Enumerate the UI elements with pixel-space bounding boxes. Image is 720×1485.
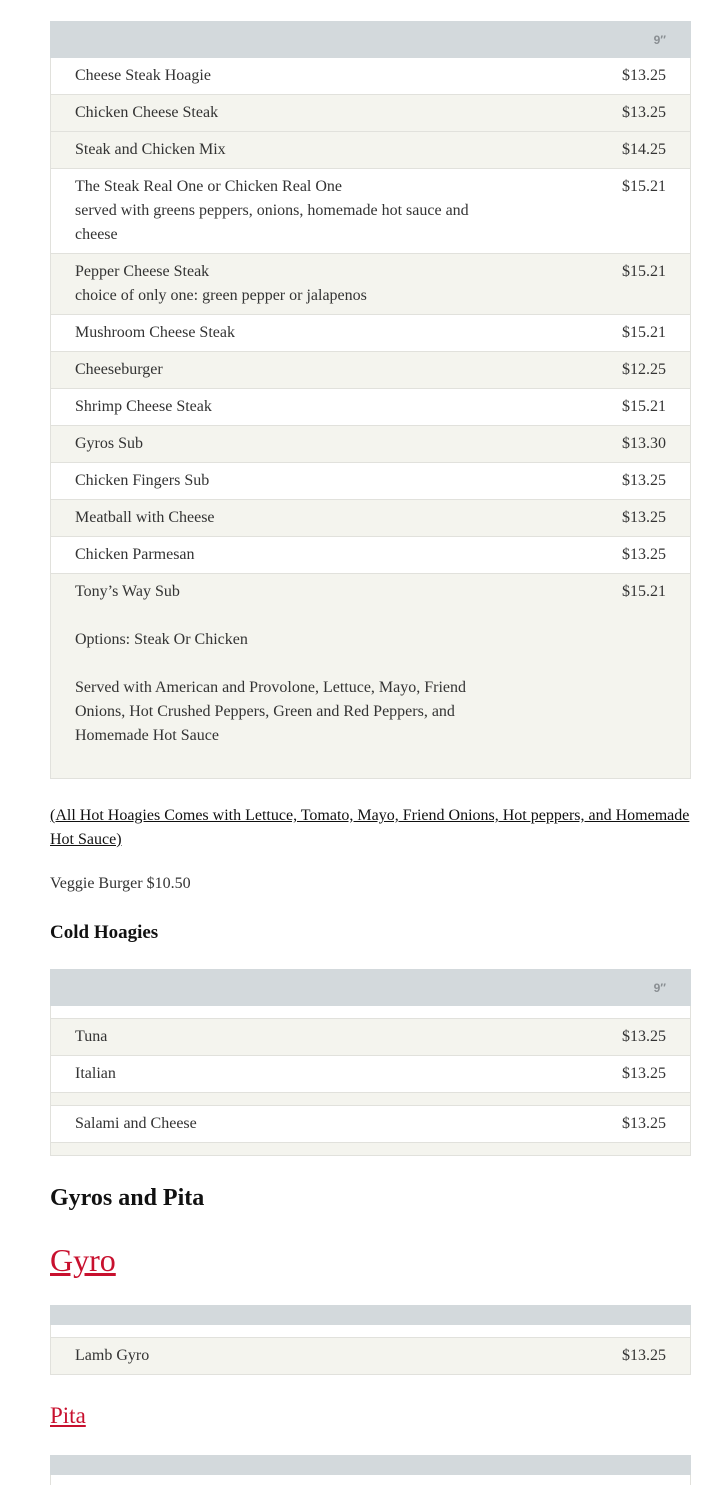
gyro-link[interactable]: Gyro: [50, 1242, 116, 1278]
item-price: $15.21: [521, 254, 691, 315]
table-row: [51, 537, 691, 574]
name-column-header: [51, 22, 521, 58]
table-row: [51, 1019, 691, 1056]
item-price: $13.25: [521, 463, 691, 500]
table-header-row: [51, 970, 691, 1006]
item-price: $13.25: [521, 1338, 691, 1375]
item-price: $15.21: [521, 169, 691, 254]
item-cell: [51, 574, 521, 779]
item-name: Shrimp Cheese Steak: [51, 389, 521, 426]
table-row: [51, 1338, 691, 1375]
gyros-pita-heading: Gyros and Pita: [50, 1185, 205, 1211]
item-cell: [51, 254, 521, 315]
item-name: Chicken Parmesan: [51, 537, 521, 574]
table-row-empty: [51, 1325, 691, 1338]
table-header-row: [51, 22, 691, 58]
size-column-header: 9″: [521, 970, 691, 1006]
table-row: [51, 132, 691, 169]
table-row: [51, 58, 691, 95]
table-row: [51, 169, 691, 254]
item-name: Tuna: [51, 1019, 521, 1056]
item-name: Salami and Cheese: [51, 1106, 521, 1143]
item-cell: [51, 169, 521, 254]
item-name: Italian: [51, 1056, 521, 1093]
size-column-header: 9″: [521, 22, 691, 58]
item-price: $13.25: [521, 1056, 691, 1093]
cold-hoagies-heading: Cold Hoagies: [50, 922, 159, 943]
table-header-row: [51, 1306, 691, 1325]
item-price: $13.25: [521, 95, 691, 132]
table-row-empty: [51, 1475, 691, 1485]
item-price: $13.25: [521, 500, 691, 537]
name-column-header: [51, 970, 521, 1006]
item-name: Mushroom Cheese Steak: [51, 315, 521, 352]
table-row: [51, 254, 691, 315]
item-price: $13.25: [521, 1019, 691, 1056]
size-column-header: [521, 1456, 691, 1475]
item-description: Served with American and Provolone, Lettuce, Mayo, Friend Onions, Hot Crushed Peppers, Green and Red Peppers, and Homemade Hot Sauce: [75, 679, 467, 744]
item-name: Lamb Gyro: [51, 1338, 521, 1375]
item-name: Meatball with Cheese: [51, 500, 521, 537]
table-row: [51, 1106, 691, 1143]
item-name: Cheeseburger: [51, 352, 521, 389]
table-row-empty: [51, 1006, 691, 1019]
item-name: Tony’s Way Sub: [75, 583, 180, 600]
item-price: $14.25: [521, 132, 691, 169]
veggie-burger-text: Veggie Burger $10.50: [50, 875, 191, 892]
hot-hoagies-table: [50, 21, 691, 779]
size-column-header: [521, 1306, 691, 1325]
table-row-empty: [51, 1143, 691, 1156]
table-row: [51, 315, 691, 352]
table-row: [51, 95, 691, 132]
table-row: [51, 352, 691, 389]
table-header-row: [51, 1456, 691, 1475]
item-options: Options: Steak Or Chicken: [75, 631, 248, 648]
cold-hoagies-table: [50, 969, 691, 1156]
table-row: [51, 463, 691, 500]
gyro-table: [50, 1305, 691, 1375]
item-name: The Steak Real One or Chicken Real One: [75, 178, 343, 195]
item-price: $12.25: [521, 352, 691, 389]
item-price: $13.25: [521, 58, 691, 95]
name-column-header: [51, 1306, 521, 1325]
item-description: served with greens peppers, onions, homemade hot sauce and cheese: [75, 202, 469, 243]
table-row: [51, 389, 691, 426]
table-row: [51, 1056, 691, 1093]
table-row-empty: [51, 1093, 691, 1106]
item-name: Pepper Cheese Steak: [75, 263, 210, 280]
hot-hoagies-note: (All Hot Hoagies Comes with Lettuce, Tomato, Mayo, Friend Onions, Hot peppers, and Homemade Hot Sauce): [50, 807, 690, 848]
table-row: [51, 500, 691, 537]
item-name: Gyros Sub: [51, 426, 521, 463]
item-name: Cheese Steak Hoagie: [51, 58, 521, 95]
item-price: $15.21: [521, 315, 691, 352]
item-name: Chicken Fingers Sub: [51, 463, 521, 500]
item-price: $13.30: [521, 426, 691, 463]
table-row: [51, 574, 691, 779]
pita-table: [50, 1455, 691, 1485]
item-price: $13.25: [521, 1106, 691, 1143]
item-name: Chicken Cheese Steak: [51, 95, 521, 132]
item-price: $15.21: [521, 574, 691, 779]
name-column-header: [51, 1456, 521, 1475]
item-name: Steak and Chicken Mix: [51, 132, 521, 169]
pita-link[interactable]: Pita: [50, 1403, 86, 1428]
item-price: $15.21: [521, 389, 691, 426]
item-description: choice of only one: green pepper or jalapenos: [75, 287, 367, 304]
item-price: $13.25: [521, 537, 691, 574]
table-row: [51, 426, 691, 463]
